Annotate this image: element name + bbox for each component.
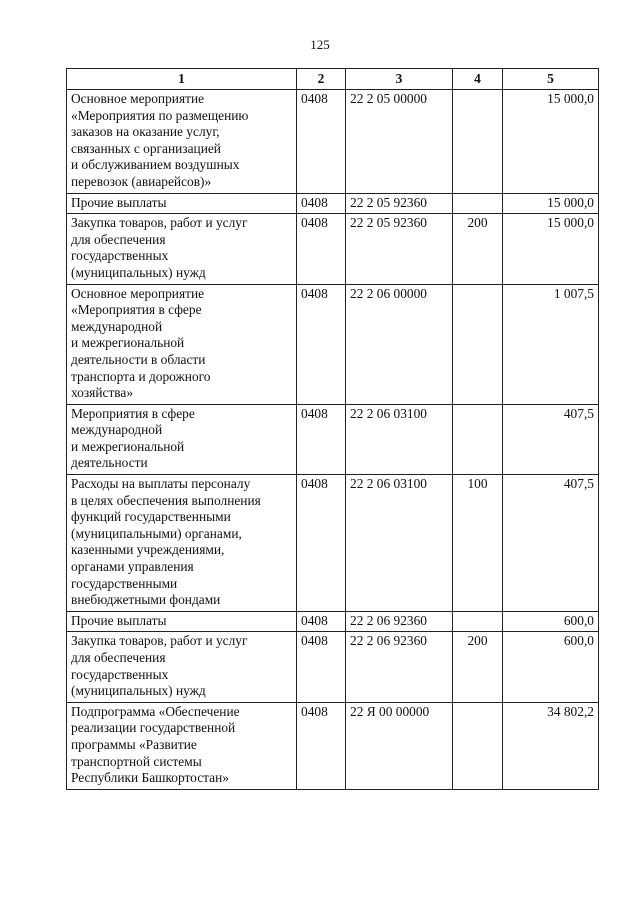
page-number: 125 — [310, 37, 330, 52]
row-amount-cell: 15 000,0 — [503, 214, 599, 284]
row-name-line: связанных с организацией — [71, 140, 221, 156]
row-rz-cell: 0408 — [297, 284, 346, 404]
row-name-line: Подпрограмма «Обеспечение — [71, 703, 240, 719]
table-row — [67, 193, 599, 214]
row-name-line: международной — [71, 318, 163, 334]
row-name-line: хозяйства» — [71, 385, 134, 401]
row-name-line: Мероприятия в сфере — [71, 405, 195, 421]
table-row — [67, 475, 599, 612]
row-name-line: (муниципальных) нужд — [71, 264, 206, 280]
row-rz-cell: 0408 — [297, 214, 346, 284]
row-name-line: (муниципальных) нужд — [71, 683, 206, 699]
row-rz-cell: 0408 — [297, 475, 346, 612]
budget-table — [66, 68, 599, 790]
row-name-cell — [67, 284, 297, 404]
row-amount-cell: 600,0 — [503, 611, 599, 632]
row-vr-cell — [453, 404, 503, 474]
row-rz-cell: 0408 — [297, 404, 346, 474]
row-csr-cell: 22 2 05 92360 — [346, 193, 453, 214]
row-vr-cell — [453, 193, 503, 214]
row-csr-cell: 22 2 06 03100 — [346, 475, 453, 612]
table-row — [67, 632, 599, 702]
row-name-line: Расходы на выплаты персоналу — [71, 476, 251, 492]
header-col-5: 5 — [503, 69, 599, 90]
row-name-line: функций государственными — [71, 509, 231, 525]
row-name-line: казенными учреждениями, — [71, 542, 225, 558]
row-name-line: деятельности — [71, 455, 148, 471]
row-csr-cell: 22 2 06 92360 — [346, 611, 453, 632]
row-vr-cell — [453, 611, 503, 632]
row-name-line: Основное мероприятие — [71, 285, 205, 301]
row-csr-cell: 22 2 06 92360 — [346, 632, 453, 702]
table-body — [67, 90, 599, 790]
row-name-line: программы «Развитие — [71, 736, 197, 752]
table-header-row — [67, 69, 599, 90]
row-rz-cell: 0408 — [297, 632, 346, 702]
row-name-line: Прочие выплаты — [71, 612, 167, 628]
row-csr-cell: 22 2 06 03100 — [346, 404, 453, 474]
header-col-1: 1 — [67, 69, 297, 90]
row-name-line: «Мероприятия в сфере — [71, 302, 202, 318]
row-vr-cell: 200 — [453, 632, 503, 702]
row-name-line: заказов на оказание услуг, — [71, 124, 220, 140]
header-col-2: 2 — [297, 69, 346, 90]
row-name-cell — [67, 404, 297, 474]
row-name-line: транспорта и дорожного — [71, 368, 211, 384]
row-vr-cell: 100 — [453, 475, 503, 612]
row-vr-cell: 200 — [453, 214, 503, 284]
row-csr-cell: 22 2 05 00000 — [346, 90, 453, 194]
row-name-cell — [67, 193, 297, 214]
row-name-line: в целях обеспечения выполнения — [71, 492, 261, 508]
row-name-cell — [67, 611, 297, 632]
row-name-line: государственными — [71, 575, 178, 591]
row-amount-cell: 407,5 — [503, 475, 599, 612]
row-amount-cell: 34 802,2 — [503, 702, 599, 789]
row-name-line: внебюджетными фондами — [71, 592, 221, 608]
row-name-line: органами управления — [71, 559, 194, 575]
row-vr-cell — [453, 284, 503, 404]
row-name-line: для обеспечения — [71, 231, 166, 247]
row-name-line: реализации государственной — [71, 720, 236, 736]
row-name-line: и межрегиональной — [71, 438, 185, 454]
table-row — [67, 284, 599, 404]
row-amount-cell: 407,5 — [503, 404, 599, 474]
row-name-line: Республики Башкортостан» — [71, 770, 229, 786]
row-name-line: и обслуживанием воздушных — [71, 157, 240, 173]
row-rz-cell: 0408 — [297, 702, 346, 789]
row-amount-cell: 15 000,0 — [503, 193, 599, 214]
row-csr-cell: 22 2 06 00000 — [346, 284, 453, 404]
row-name-cell — [67, 632, 297, 702]
row-name-line: государственных — [71, 666, 169, 682]
row-rz-cell: 0408 — [297, 90, 346, 194]
table-row — [67, 214, 599, 284]
row-name-line: для обеспечения — [71, 650, 166, 665]
row-name-line: транспортной системы — [71, 753, 202, 769]
row-name-line: международной — [71, 422, 163, 438]
table-row — [67, 702, 599, 789]
row-name-line: государственных — [71, 248, 169, 264]
table-row — [67, 404, 599, 474]
row-name-line: деятельности в области — [71, 351, 206, 367]
row-name-line: перевозок (авиарейсов)» — [71, 173, 212, 189]
row-rz-cell: 0408 — [297, 611, 346, 632]
row-name-line: Закупка товаров, работ и услуг — [71, 633, 248, 649]
row-csr-cell: 22 Я 00 00000 — [346, 702, 453, 789]
row-name-line: и межрегиональной — [71, 335, 185, 351]
row-name-line: (муниципальными) органами, — [71, 525, 242, 541]
header-col-4: 4 — [453, 69, 503, 90]
row-vr-cell — [453, 702, 503, 789]
row-name-cell — [67, 90, 297, 194]
row-name-cell — [67, 475, 297, 612]
table-row — [67, 90, 599, 194]
row-amount-cell: 600,0 — [503, 632, 599, 702]
row-name-line: Закупка товаров, работ и услуг — [71, 215, 248, 231]
row-csr-cell: 22 2 05 92360 — [346, 214, 453, 284]
header-col-3: 3 — [346, 69, 453, 90]
row-name-cell — [67, 702, 297, 789]
table-row — [67, 611, 599, 632]
row-name-line: «Мероприятия по размещению — [71, 107, 249, 123]
row-amount-cell: 1 007,5 — [503, 284, 599, 404]
row-vr-cell — [453, 90, 503, 194]
row-name-cell — [67, 214, 297, 284]
row-amount-cell: 15 000,0 — [503, 90, 599, 194]
row-name-line: Прочие выплаты — [71, 194, 167, 210]
row-rz-cell: 0408 — [297, 193, 346, 214]
row-name-line: Основное мероприятие — [71, 91, 205, 106]
